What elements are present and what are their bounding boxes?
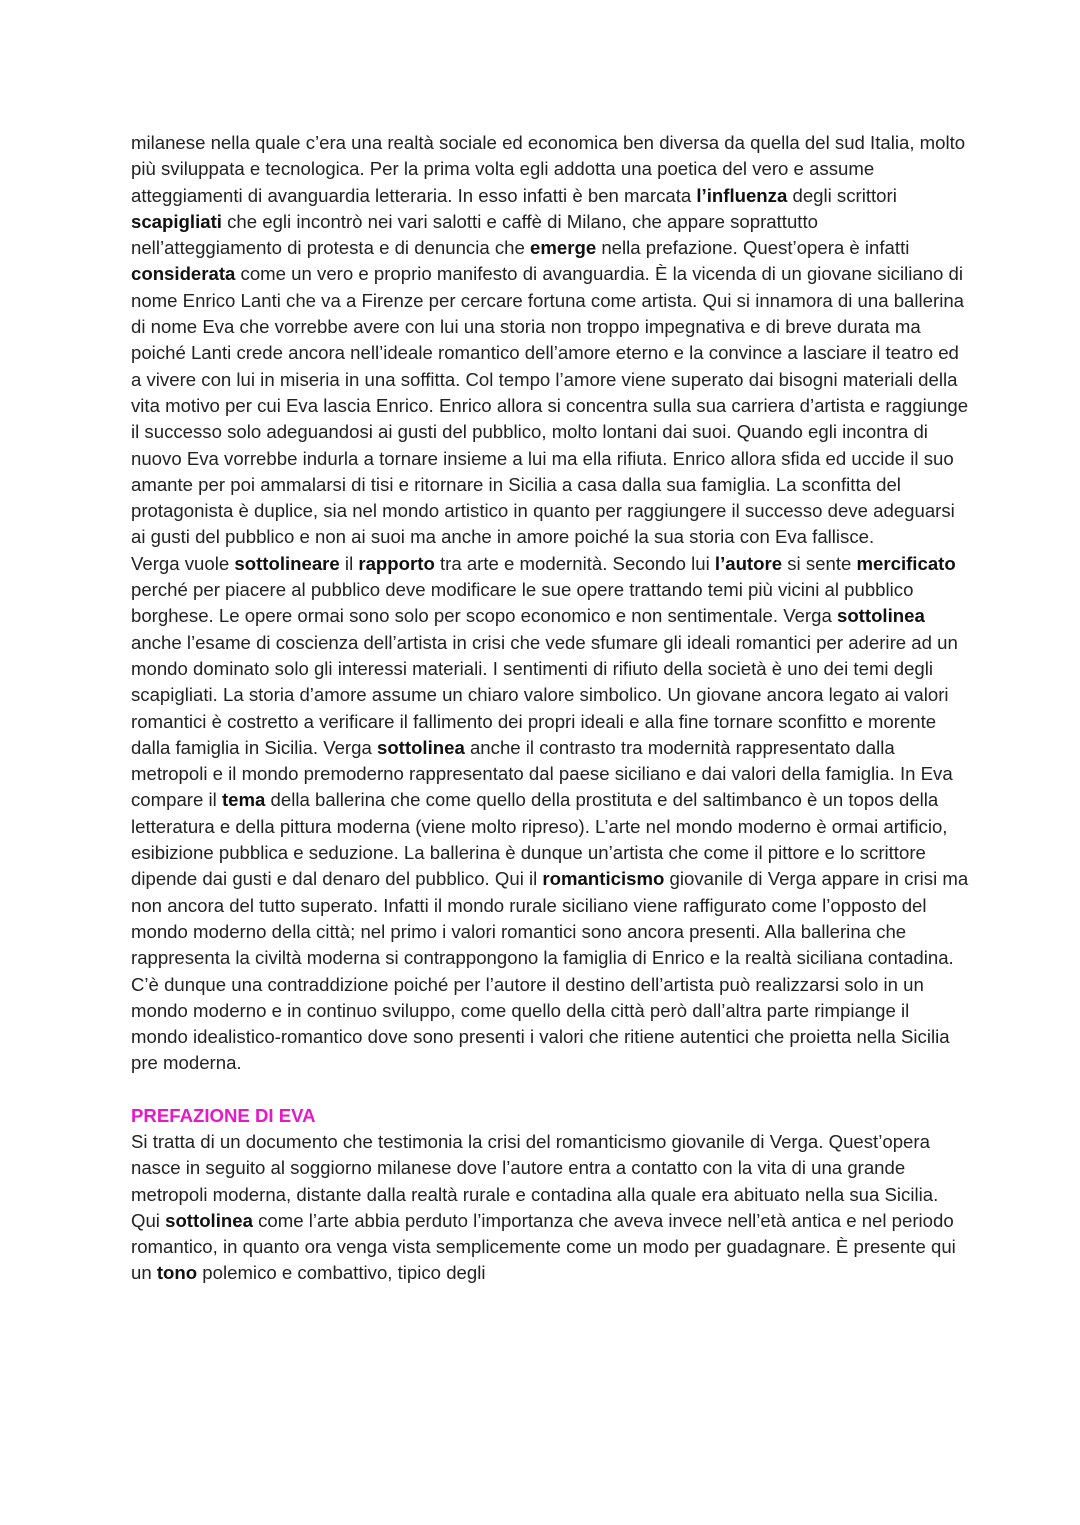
bold-term: l’influenza (696, 184, 788, 206)
text-run: Si tratta di un documento che testimonia la crisi del romanticismo giovanile di Verga. Quest’opera nasce in seguito al soggiorno milanese dove l’autore entra a contatto con la vita di una grande metropoli moderna, distante dalla realtà rurale e contadina alla quale era abituato nella sua Sicilia. Qui (131, 1130, 939, 1231)
bold-term: sottolinea (165, 1209, 253, 1231)
text-run: come un vero e proprio manifesto di avanguardia. È la vicenda di un giovane siciliano di nome Enrico Lanti che va a Firenze per cercare fortuna come artista. Qui si innamora di una ballerina di nome Eva che vorrebbe avere con lui una storia non troppo impegnativa e di breve durata ma poiché Lanti crede ancora nell’ideale romantico dell’amore eterno e la convince a lasciare il teatro ed a vivere con lui in miseria in una soffitta. Col tempo l’amore viene superato dai bisogni materiali della vita motivo per cui Eva lascia Enrico. Enrico allora si concentra sulla sua carriera d’artista e raggiunge il successo solo adeguandosi ai gusti del pubblico, molto lontani dai suoi. Quando egli incontra di nuovo Eva vorrebbe indurla a tornare insieme a lui ma ella rifiuta. Enrico allora sfida ed uccide il suo amante per poi ammalarsi di tisi e ritornare in Sicilia a casa dalla sua famiglia. La sconfitta del protagonista è duplice, sia nel mondo artistico in quanto per raggiungere il successo deve adeguarsi ai gusti del pubblico e non ai suoi ma anche in amore poiché la sua storia con Eva fallisce. (131, 263, 969, 548)
bold-term: scapigliati (131, 210, 222, 232)
paragraph-preface (131, 1129, 971, 1287)
bold-term: tema (221, 789, 266, 811)
text-run: anche il contrasto tra modernità rappresentato dalla metropoli e il mondo premoderno rappresentato dal paese siciliano e dai valori della famiglia. In Eva compare il (131, 736, 953, 811)
text-run: che egli incontrò nei vari salotti e caffè di Milano, che appare soprattutto nell’atteggiamento di protesta e di denuncia che (131, 210, 818, 259)
bold-term: l’autore (714, 552, 783, 574)
section-heading: PREFAZIONE DI EVA (131, 1104, 316, 1126)
text-run: il (339, 552, 359, 574)
text-run: polemico e combattivo, tipico degli (197, 1262, 486, 1284)
paragraph-art-and-modernity (131, 551, 971, 1077)
bold-term: emerge (530, 237, 597, 259)
text-run: tra arte e modernità. Secondo lui (434, 552, 715, 574)
text-run: perché per piacere al pubblico deve modificare le sue opere trattando temi più vicini al pubblico borghese. Le opere ormai sono solo per scopo economico e non sentimentale. Verga (131, 579, 914, 627)
text-run: giovanile di Verga appare in crisi ma non ancora del tutto superato. Infatti il mondo rurale siciliano viene raffigurato come l’opposto del mondo moderno della città; nel primo i valori romantici sono ancora presenti. Alla ballerina che rappresenta la civiltà moderna si contrappongono la famiglia di Enrico e la realtà siciliana contadina. C’è dunque una contraddizione poiché per l’autore il destino dell’artista può realizzarsi solo in un mondo moderno e in continuo sviluppo, come quello della città però dall’altra parte rimpiange il mondo idealistico-romantico dove sono presenti i valori che ritiene autentici che proietta nella Sicilia pre moderna. (131, 868, 969, 1074)
bold-term: sottolinea (376, 736, 465, 758)
bold-term: mercificato (856, 552, 956, 574)
text-run: nella prefazione. Quest’opera è infatti (596, 237, 910, 259)
bold-term: romanticismo (542, 868, 665, 890)
bold-term: tono (156, 1262, 198, 1284)
text-run: anche l’esame di coscienza dell’artista in crisi che vede sfumare gli ideali romantici per aderire ad un mondo dominato solo gli interessi materiali. I sentimenti di rifiuto della società è uno dei temi degli scapigliati. La storia d’amore assume un chiaro valore simbolico. Un giovane ancora legato ai valori romantici è costretto a verificare il fallimento dei propri ideali e alla fine tornare sconfitto e morente dalla famiglia in Sicilia. Verga (131, 631, 958, 758)
bold-term: considerata (131, 263, 236, 285)
paragraph-plot-summary (131, 130, 971, 551)
text-run: si sente (782, 552, 857, 574)
text-run: milanese nella quale c’era una realtà sociale ed economica ben diversa da quella del sud Italia, molto più sviluppata e tecnologica. Per la prima volta egli addotta una poetica del vero e assume atteggiamenti di avanguardia letteraria. In esso infatti è ben marcata (131, 132, 966, 206)
text-run: degli scrittori (787, 184, 897, 206)
bold-term: sottolineare (234, 552, 340, 574)
document-page (131, 130, 971, 1287)
text-run: come l’arte abbia perduto l’importanza che aveva invece nell’età antica e nel periodo romantico, in quanto ora venga vista semplicemente come un modo per guadagnare. È presente qui un (131, 1209, 956, 1284)
bold-term: sottolinea (836, 605, 925, 627)
bold-term: rapporto (358, 552, 435, 574)
text-run: Verga vuole (131, 552, 235, 574)
text-run: della ballerina che come quello della prostituta e del saltimbanco è un topos della letteratura e della pittura moderna (viene molto ripreso). L’arte nel mondo moderno è ormai artificio, esibizione pubblica e seduzione. La ballerina è dunque un’artista che come il pittore e lo scrittore dipende dai gusti e dal denaro del pubblico. Qui il (131, 789, 948, 890)
